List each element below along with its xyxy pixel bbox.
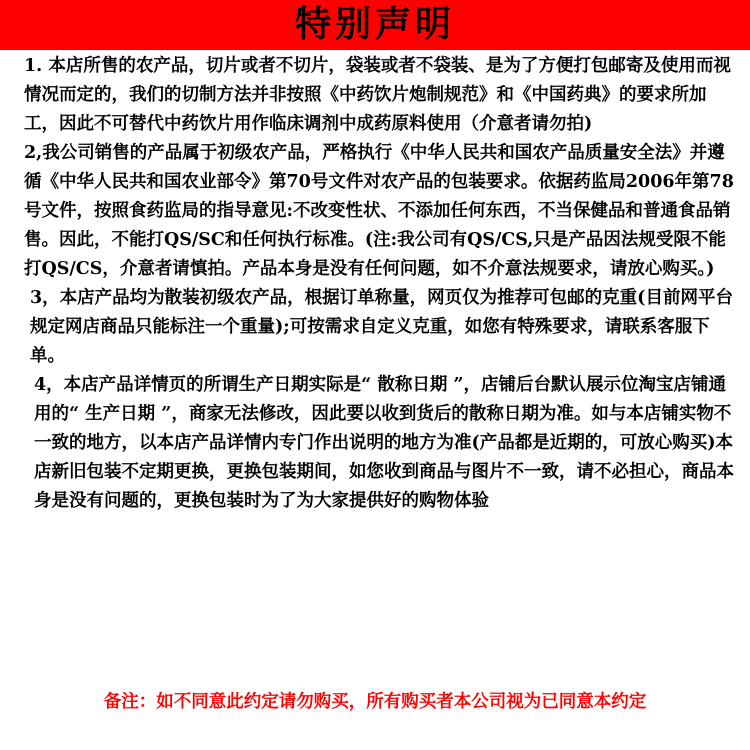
statement-paragraph-4: 4，本店产品详情页的所谓生产日期实际是“ 散称日期 ”，店铺后台默认展示位淘宝店铺通用的“ 生产日期 ”，商家无法修改，因此要以收到货后的散称日期为准。如与本店铺实物不一致的地方，以本店产品详情内专门作出说明的地方为准(产品都是近期的，可放心购买)本店新旧包装不定期更换，更换包装期间，如您收到商品与图片不一致，请不必担心，商品本身是没有问题的，更换包装时为了为大家提供好的购物体验 xyxy=(34,375,734,511)
statement-paragraph-1: 1. 本店所售的农产品，切片或者不切片，袋装或者不袋装、是为了方便打包邮寄及使用而视情况而定的，我们的切制方法并非按照《中药饮片炮制规范》和《中国药典》的要求所加工，因此不可替代中药饮片用作临床调剂中成药原料使用（介意者请勿拍) xyxy=(24,56,731,134)
page-title: 特别声明 xyxy=(294,4,455,45)
title-banner xyxy=(0,0,750,50)
statement-paragraph-3: 3，本店产品均为散装初级农产品，根据订单称量，网页仅为推荐可包邮的克重(目前网平台规定网店商品只能标注一个重量);可按需求自定义克重，如您有特殊要求，请联系客服下单。 xyxy=(30,288,733,366)
statement-paragraph-2: 2,我公司销售的产品属于初级农产品，严格执行《中华人民共和国农产品质量安全法》并遵循《中华人民共和国农业部令》第70号文件对农产品的包装要求。依据药监局2006年第78号文件，按照食药监局的指导意见:不改变性状、不添加任何东西，不当保健品和普通食品销售。因此，不能打QS/SC和任何执行标准。(注:我公司有QS/CS,只是产品因法规受限不能打QS/CS，介意者请慎拍。产品本身是没有任何问题，如不介意法规要求，请放心购买。) xyxy=(24,143,734,279)
statement-body xyxy=(24,52,736,516)
footer-note: 备注：如不同意此约定请勿购买，所有购买者本公司视为已同意本约定 xyxy=(103,692,647,712)
